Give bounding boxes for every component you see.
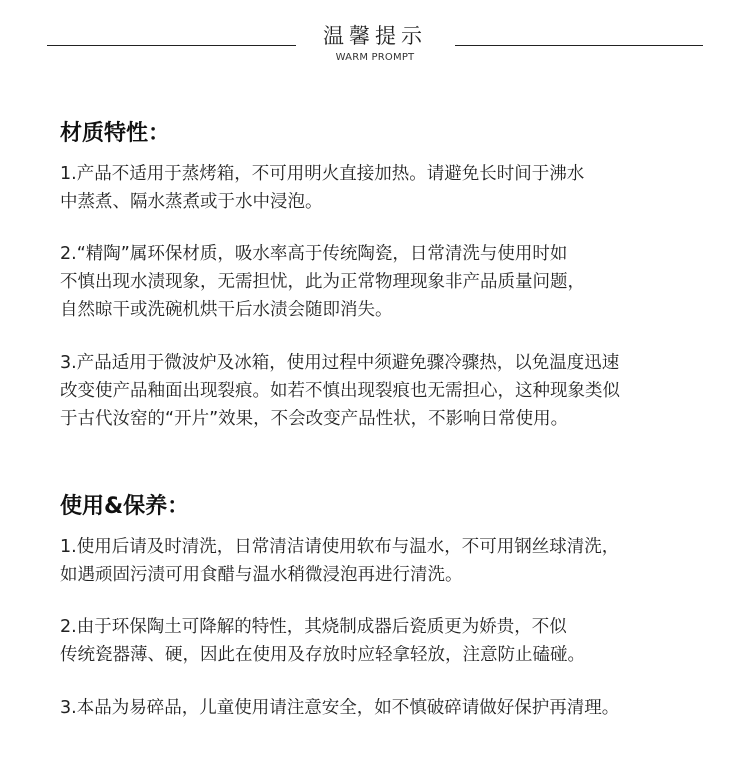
usage-paragraph-2 bbox=[60, 613, 730, 669]
section-title-usage-care: 使用&保养： bbox=[60, 494, 190, 519]
paragraph-line: 如遇顽固污渍可用食醋与温水稍微浸泡再进行清洗。 bbox=[60, 565, 463, 585]
paragraph-line: 1.产品不适用于蒸烤箱，不可用明火直接加热。请避免长时间于沸水 bbox=[60, 164, 585, 184]
paragraph-line: 于古代汝窑的“开片”效果，不会改变产品性状，不影响日常使用。 bbox=[60, 409, 569, 429]
paragraph-line: 不慎出现水渍现象，无需担忧，此为正常物理现象非产品质量问题， bbox=[60, 272, 585, 292]
header-divider-right bbox=[455, 45, 703, 46]
material-paragraph-2 bbox=[60, 240, 730, 324]
usage-paragraph-3 bbox=[60, 694, 730, 722]
paragraph-line: 改变使产品釉面出现裂痕。如若不慎出现裂痕也无需担心，这种现象类似 bbox=[60, 381, 620, 401]
header bbox=[0, 0, 750, 80]
paragraph-line: 1.使用后请及时清洗，日常清洁请使用软布与温水，不可用钢丝球清洗， bbox=[60, 537, 620, 557]
paragraph-line: 3.产品适用于微波炉及冰箱，使用过程中须避免骤冷骤热，以免温度迅速 bbox=[60, 353, 620, 373]
section-title-material: 材质特性： bbox=[60, 121, 171, 146]
paragraph-line: 传统瓷器薄、硬，因此在使用及存放时应轻拿轻放，注意防止磕碰。 bbox=[60, 645, 585, 665]
paragraph-line: 3.本品为易碎品，儿童使用请注意安全，如不慎破碎请做好保护再清理。 bbox=[60, 698, 620, 718]
header-divider-left bbox=[47, 45, 296, 46]
paragraph-line: 自然晾干或洗碗机烘干后水渍会随即消失。 bbox=[60, 300, 393, 320]
paragraph-line: 2.“精陶”属环保材质，吸水率高于传统陶瓷，日常清洗与使用时如 bbox=[60, 244, 568, 264]
usage-paragraph-1 bbox=[60, 533, 730, 589]
paragraph-line: 2.由于环保陶土可降解的特性，其烧制成器后瓷质更为娇贵，不似 bbox=[60, 617, 567, 637]
header-title: 温馨提示 bbox=[323, 24, 427, 48]
material-paragraph-3 bbox=[60, 349, 730, 433]
paragraph-line: 中蒸煮、隔水蒸煮或于水中浸泡。 bbox=[60, 192, 323, 212]
header-subtitle: WARM PROMPT bbox=[335, 52, 415, 63]
material-paragraph-1 bbox=[60, 160, 730, 216]
